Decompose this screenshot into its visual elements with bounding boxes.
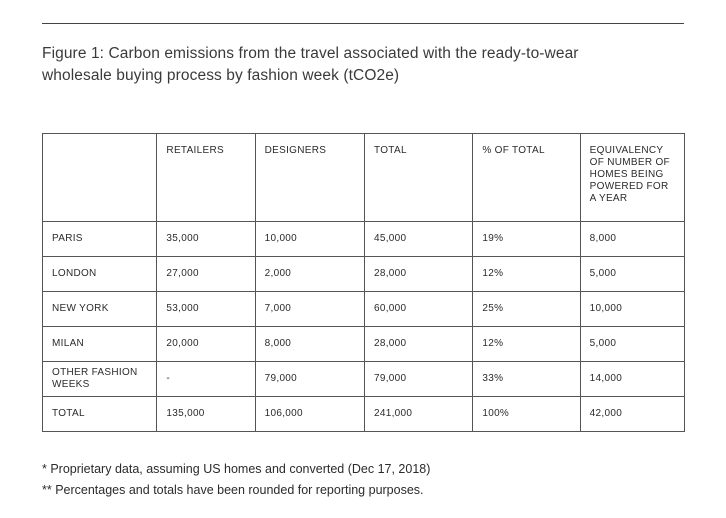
- footnote-1: * Proprietary data, assuming US homes and converted (Dec 17, 2018): [42, 462, 431, 476]
- table-header-row: [43, 134, 685, 222]
- cell-equivalency: 5,000: [580, 257, 684, 292]
- cell-percent: 12%: [473, 327, 580, 362]
- cell-percent: 33%: [473, 362, 580, 397]
- header-retailers: RETAILERS: [157, 134, 255, 222]
- header-designers: DESIGNERS: [255, 134, 364, 222]
- cell-designers: 2,000: [255, 257, 364, 292]
- cell-equivalency: 5,000: [580, 327, 684, 362]
- row-label: PARIS: [43, 222, 157, 257]
- cell-retailers: 35,000: [157, 222, 255, 257]
- cell-percent: 19%: [473, 222, 580, 257]
- table-row: [43, 222, 685, 257]
- cell-equivalency: 10,000: [580, 292, 684, 327]
- header-equivalency-line: HOMES BEING: [589, 169, 664, 180]
- row-label: NEW YORK: [43, 292, 157, 327]
- cell-equivalency: 14,000: [580, 362, 684, 397]
- cell-retailers: 135,000: [157, 397, 255, 432]
- table-row: [43, 257, 685, 292]
- row-label-line: OTHER FASHION: [52, 367, 138, 378]
- figure-title: [42, 43, 692, 87]
- cell-retailers: 27,000: [157, 257, 255, 292]
- cell-designers: 106,000: [255, 397, 364, 432]
- footnote-2: ** Percentages and totals have been rounded for reporting purposes.: [42, 483, 424, 497]
- footnotes: [42, 459, 430, 501]
- header-equivalency-line: POWERED FOR: [589, 181, 669, 192]
- cell-percent: 100%: [473, 397, 580, 432]
- cell-designers: 79,000: [255, 362, 364, 397]
- cell-total: 241,000: [365, 397, 473, 432]
- cell-designers: 7,000: [255, 292, 364, 327]
- cell-total: 60,000: [365, 292, 473, 327]
- table-row: [43, 292, 685, 327]
- header-equivalency-line: EQUIVALENCY: [589, 145, 664, 156]
- cell-equivalency: 8,000: [580, 222, 684, 257]
- figure-title-line-1: Figure 1: Carbon emissions from the travel associated with the ready-to-wear: [42, 45, 579, 62]
- row-label: [43, 362, 157, 397]
- cell-designers: 8,000: [255, 327, 364, 362]
- row-label: TOTAL: [43, 397, 157, 432]
- header-equivalency: [580, 134, 684, 222]
- emissions-table: [42, 133, 685, 432]
- top-divider: [42, 23, 684, 24]
- cell-designers: 10,000: [255, 222, 364, 257]
- cell-total: 79,000: [365, 362, 473, 397]
- figure-title-line-2: wholesale buying process by fashion week (tCO2e): [42, 67, 400, 84]
- header-empty: [43, 134, 157, 222]
- cell-percent: 25%: [473, 292, 580, 327]
- cell-retailers: 20,000: [157, 327, 255, 362]
- table-row-total: [43, 397, 685, 432]
- cell-total: 28,000: [365, 257, 473, 292]
- header-equivalency-line: OF NUMBER OF: [589, 157, 670, 168]
- cell-percent: 12%: [473, 257, 580, 292]
- row-label: MILAN: [43, 327, 157, 362]
- row-label-line: WEEKS: [52, 379, 90, 390]
- header-percent-of-total: % OF TOTAL: [473, 134, 580, 222]
- cell-total: 28,000: [365, 327, 473, 362]
- table-row: [43, 362, 685, 397]
- cell-retailers: 53,000: [157, 292, 255, 327]
- cell-equivalency: 42,000: [580, 397, 684, 432]
- row-label: LONDON: [43, 257, 157, 292]
- cell-retailers: -: [157, 362, 255, 397]
- table-row: [43, 327, 685, 362]
- header-equivalency-line: A YEAR: [589, 193, 628, 204]
- cell-total: 45,000: [365, 222, 473, 257]
- header-total: TOTAL: [365, 134, 473, 222]
